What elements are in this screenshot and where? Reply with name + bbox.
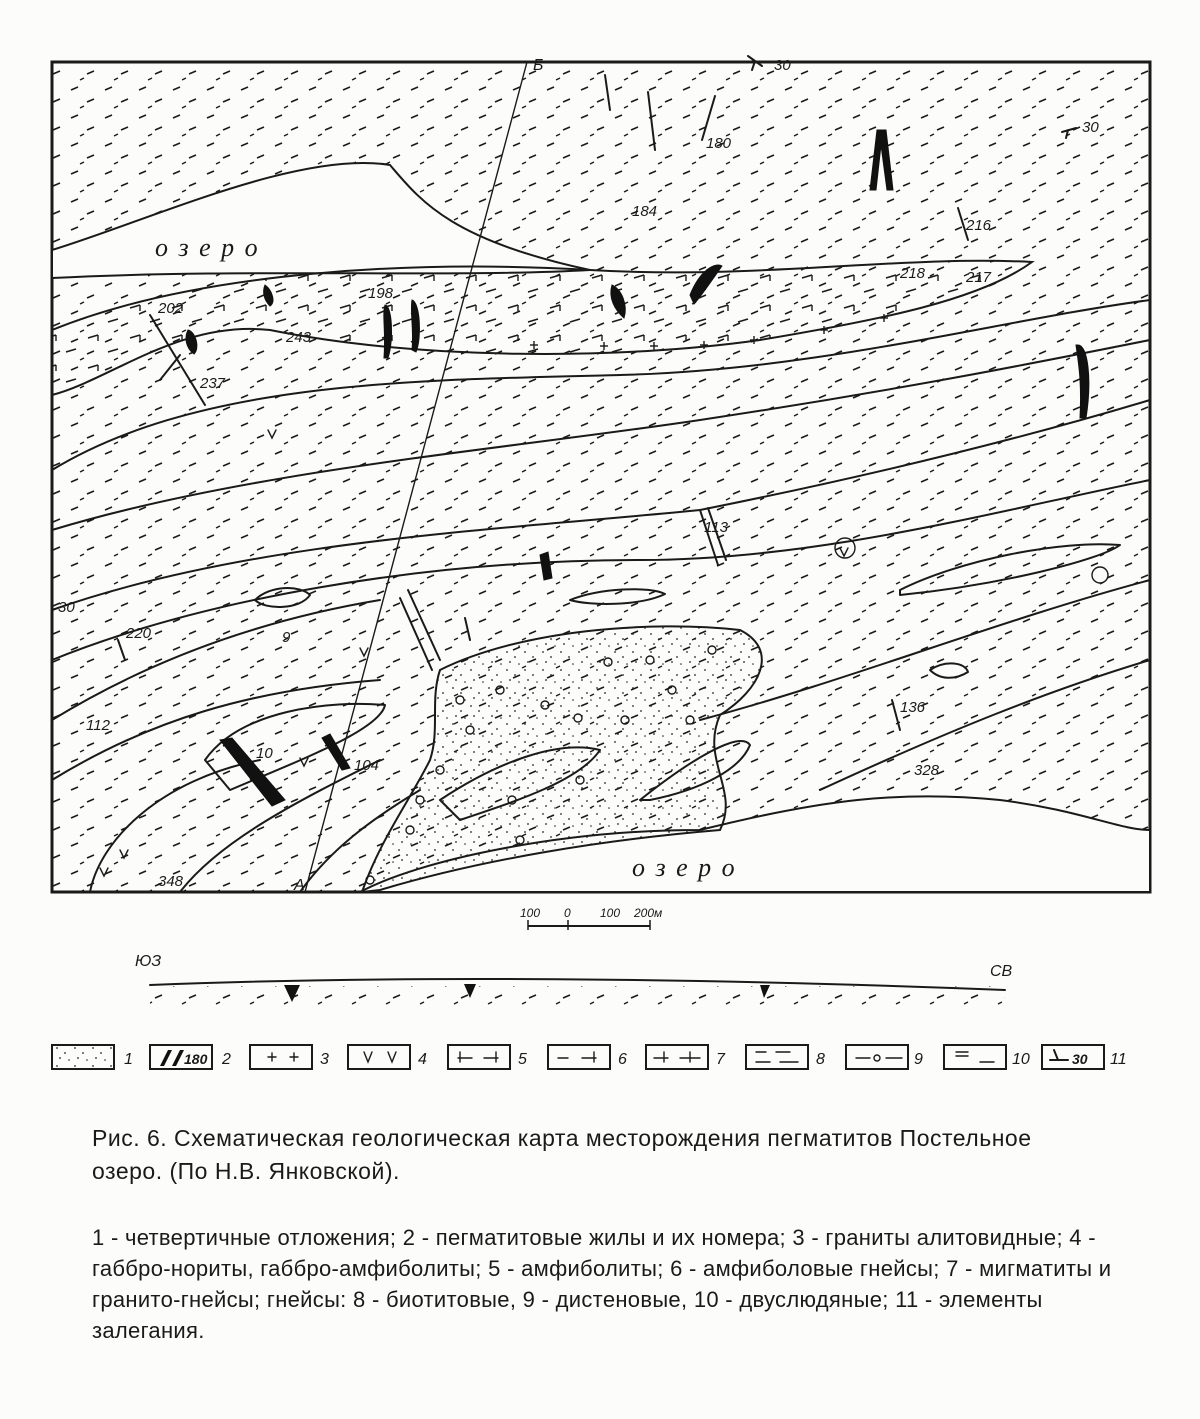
legend-item: 7 - мигматиты и гранито-гнейсы; <box>92 1256 1112 1312</box>
vein-number: 180 <box>706 135 732 152</box>
scale-label: 200м <box>634 906 663 920</box>
legend-key: 4 <box>418 1051 427 1068</box>
legend-key: 1 <box>124 1051 133 1068</box>
profile-endpoint-top: Б <box>533 57 544 74</box>
cross-section <box>135 953 1013 1008</box>
legend-sample: 30 <box>1072 1051 1088 1067</box>
vein-number: 237 <box>200 375 226 392</box>
legend-key: 3 <box>320 1051 329 1068</box>
vein-number: 10 <box>256 745 273 762</box>
dip-angle: 30 <box>774 57 791 74</box>
vein-number: 202 <box>158 300 184 317</box>
vein-number: 112 <box>86 717 110 734</box>
legend-key: 9 <box>914 1051 923 1068</box>
dip-angle: 30 <box>58 599 75 616</box>
legend-row <box>52 1045 1127 1069</box>
scale-label: 100 <box>600 906 621 920</box>
legend-explanation <box>92 1222 1112 1346</box>
vein-number: 104 <box>354 757 380 774</box>
vein-number: 220 <box>126 625 152 642</box>
profile-right-label: СВ <box>990 963 1013 980</box>
vein-number: 184 <box>632 203 658 220</box>
scale-bar <box>520 906 662 930</box>
lake-label-top: о з е р о <box>155 233 260 262</box>
dip-angle: 30 <box>1082 119 1099 136</box>
legend-item: 3 - граниты алитовидные; <box>792 1225 1063 1250</box>
vein-number: 217 <box>966 269 992 286</box>
legend-key: 8 <box>816 1051 825 1068</box>
vein-number: 216 <box>966 217 992 234</box>
lake-label-bottom: о з е р о <box>632 853 737 882</box>
legend-item: 9 - дистеновые, <box>522 1287 688 1312</box>
legend-item: 10 - двуслюдяные; <box>693 1287 889 1312</box>
legend-key: 5 <box>518 1051 527 1068</box>
legend-item: 4 - габбро-нориты, габбро-амфиболиты; <box>92 1225 1096 1281</box>
vein-number: 198 <box>368 285 394 302</box>
legend-item: гнейсы: <box>266 1287 347 1312</box>
legend-key: 7 <box>716 1051 725 1068</box>
vein-number: 136 <box>900 699 926 716</box>
legend-key: 11 <box>1110 1051 1127 1068</box>
vein-number: 243 <box>286 329 312 346</box>
profile-endpoint-bottom: А <box>294 877 305 894</box>
vein-number: 9 <box>282 629 291 646</box>
figure-caption <box>92 1122 1102 1188</box>
scale-label: 0 <box>564 906 571 920</box>
vein-number: 113 <box>704 519 728 536</box>
legend-key: 6 <box>618 1051 627 1068</box>
legend-item: 8 - биотитовые, <box>353 1287 517 1312</box>
vein-number: 218 <box>900 265 926 282</box>
vein-number: 328 <box>914 762 940 779</box>
profile-left-label: ЮЗ <box>135 953 162 970</box>
legend-item: 2 - пегматитовые жилы и их номера; <box>402 1225 786 1250</box>
scale-label: 100 <box>520 906 541 920</box>
legend-item: 6 - амфиболовые гнейсы; <box>670 1256 940 1281</box>
legend-item: 11 - элементы залегания. <box>92 1287 1043 1343</box>
legend-item: 5 - амфиболиты; <box>488 1256 664 1281</box>
vein-number: 348 <box>158 873 184 890</box>
legend-item: 1 - четвертичные отложения; <box>92 1225 397 1250</box>
legend-key: 2 <box>222 1051 231 1068</box>
legend-key: 10 <box>1012 1051 1030 1068</box>
caption-title: Рис. 6. Схематическая геологическая карта месторождения пегматитов Постельное озеро. (По Н.В. Янковской). <box>92 1125 1032 1184</box>
legend-sample: 180 <box>184 1051 208 1067</box>
